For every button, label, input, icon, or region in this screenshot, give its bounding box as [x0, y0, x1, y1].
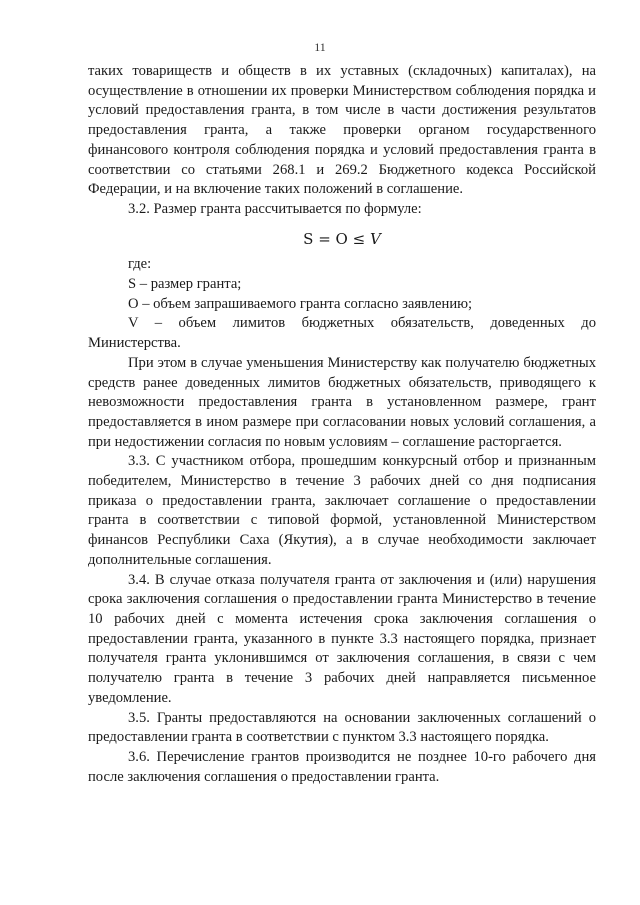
paragraph-3-2: 3.2. Размер гранта рассчитывается по формуле:	[128, 200, 422, 217]
paragraph-3-6: 3.6. Перечисление грантов производится не позднее 10-го рабочего дня после заключения соглашения о предоставлении гранта.	[88, 748, 596, 785]
grant-formula	[88, 230, 596, 250]
page-number: 11	[314, 40, 326, 54]
paragraph-3-4: 3.4. В случае отказа получателя гранта от заключения и (или) нарушения срока заключения соглашения о предоставлении гранта Министерство в течение 10 рабочих дней с момента истечения срока заключения соглашения о предоставлении гранта, указанного в пункте 3.3 настоящего порядка, признает получателя гранта уклонившимся от заключения соглашения, в связи с чем получателю гранта в течение 3 рабочих дней направляется письменное уведомление.	[88, 571, 596, 706]
formula-right: V	[369, 229, 381, 248]
formula-left: S = O ≤	[303, 229, 370, 248]
definition-o: O – объем запрашиваемого гранта согласно заявлению;	[128, 295, 473, 312]
paragraph-continuation: таких товариществ и обществ в их уставных (складочных) капиталах), на осуществление в отношении их проверки Министерством соблюдения порядка и условий предоставления гранта, в том числе в части достижения результатов предоставления гранта, а также проверки органом государственного финансового контроля соблюдения порядка и условий предоставления гранта в соответствии со статьями 268.1 и 269.2 Бюджетного кодекса Российской Федерации, и на включение таких положений в соглашение.	[88, 63, 596, 198]
definition-v: V – объем лимитов бюджетных обязательств, доведенных до Министерства.	[88, 315, 596, 352]
paragraph-reduction: При этом в случае уменьшения Министерству как получателю бюджетных средств ранее доведенных лимитов бюджетных обязательств, приводящего к невозможности предоставления гранта в установленном размере, грант предоставляется в ином размере при согласовании новых условий соглашения, а при недостижении согласия по новым условиям – соглашение расторгается.	[88, 354, 596, 450]
where-label: где:	[128, 256, 152, 273]
paragraph-3-3: 3.3. С участником отбора, прошедшим конкурсный отбор и признанным победителем, Министерство в течение 3 рабочих дней со дня подписания приказа о предоставлении гранта, заключает соглашение о предоставлении гранта в соответствии с типовой формой, установленной Министерством финансов Республики Саха (Якутия), а в случае необходимости заключает дополнительные соглашения.	[88, 453, 596, 568]
document-body	[88, 62, 596, 787]
definition-s: S – размер гранта;	[128, 276, 242, 293]
paragraph-3-5: 3.5. Гранты предоставляются на основании заключенных соглашений о предоставлении гранта в соответствии с пунктом 3.3 настоящего порядка.	[88, 709, 596, 746]
